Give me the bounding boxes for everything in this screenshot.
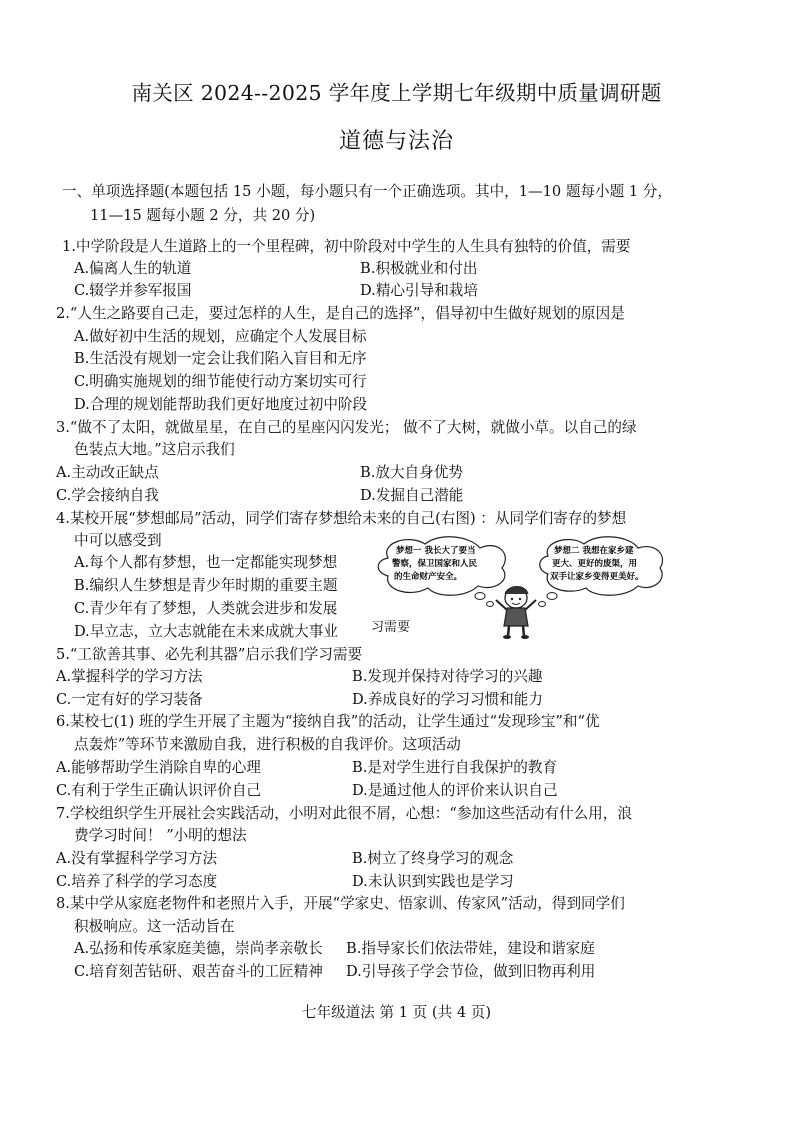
- question-5-stem: 5.“工欲善其事、必先利其器”启示我们学习需要: [56, 646, 363, 663]
- page-footer: 七年级道法 第 1 页 (共 4 页): [301, 1004, 492, 1021]
- question-7-stem: 7.学校组织学生开展社会实践活动，小明对此很不屑，心想：“参加这些活动有什么用，浪: [56, 805, 632, 822]
- bubble2-line2: 更大、更好的废渠，用: [552, 559, 638, 569]
- q2-option-a: A.做好初中生活的规划，应确定个人发展目标: [74, 328, 367, 345]
- q8-option-a: A.弘扬和传承家庭美德，崇尚孝亲敬长: [74, 940, 323, 957]
- question-1-stem: 1.中学阶段是人生道路上的一个里程碑，初中阶段对中学生的人生具有独特的价值，需要: [62, 238, 631, 255]
- q7-option-a: A.没有掌握科学学习方法: [56, 850, 218, 867]
- q8-option-d: D.引导孩子学会节俭，做到旧物再利用: [346, 963, 596, 980]
- q7-option-d: D.未认识到实践也是学习: [352, 873, 514, 890]
- q5-option-a: A.掌握科学的学习方法: [56, 668, 203, 685]
- subject-title: 道德与法治: [338, 129, 454, 154]
- q5-option-c: C.一定有好的学习装备: [56, 691, 203, 708]
- q6-option-a: A.能够帮助学生消除自卑的心理: [56, 759, 261, 776]
- q2-option-c: C.明确实施规划的细节能使行动方案切实可行: [74, 373, 367, 390]
- section-heading: 一、单项选择题(本题包括 15 小题，每小题只有一个正确选项。其中，1—10 题每小题 1 分，: [62, 183, 672, 200]
- q2-option-b: B.生活没有规划一定会让我们陷入盲目和无序: [74, 350, 367, 367]
- q2-option-d: D.合理的规划能帮助我们更好地度过初中阶段: [74, 396, 368, 413]
- exam-title: 南关区 2024--2025 学年度上学期七年级期中质量调研题: [131, 81, 662, 105]
- q7-option-b: B.树立了终身学习的观念: [352, 850, 514, 867]
- dream-post-figure: [370, 536, 670, 640]
- q7-option-c: C.培养了科学的学习态度: [56, 873, 218, 890]
- q3-option-b: B.放大自身优势: [360, 464, 463, 481]
- thought-bubble-right: [539, 537, 663, 607]
- q6-option-d: D.是通过他人的评价来认识自己: [352, 782, 558, 799]
- question-4-stem: 4.某校开展“梦想邮局”活动，同学们寄存梦想给未来的自己(右图) ：从同学们寄存的梦想: [56, 510, 627, 527]
- thought-bubble-left: [378, 537, 505, 607]
- question-3-stem: 3.“做不了太阳，就做星星，在自己的星座闪闪发光； 做不了大树，就做小草。以自己的绿: [56, 419, 637, 436]
- q1-option-b: B.积极就业和付出: [360, 260, 478, 277]
- q5-option-d: D.养成良好的学习习惯和能力: [352, 691, 543, 708]
- q1-option-c: C.辍学并参军报国: [74, 282, 192, 299]
- q4-option-a: A.每个人都有梦想，也一定都能实现梦想: [74, 554, 338, 571]
- bubble2-line3: 双手让家乡变得更美好。: [550, 572, 644, 582]
- question-8-stem: 8.某中学从家庭老物件和老照片入手，开展“学家史、悟家训、传家风”活动，得到同学们: [56, 895, 625, 912]
- cartoon-student-illustration: [496, 587, 536, 640]
- bubble1-line3: 的生命财产安全。: [394, 572, 463, 582]
- q4-option-c: C.青少年有了梦想，人类就会进步和发展: [74, 600, 338, 617]
- bubble2-line1: 梦想二 我想在家乡建: [554, 546, 634, 556]
- q4-option-b: B.编织人生梦想是青少年时期的重要主题: [74, 577, 338, 594]
- q4-option-d: D.早立志，立大志就能在未来成就大事业: [74, 623, 338, 640]
- bubble1-line2: 警察，保卫国家和人民: [392, 559, 478, 569]
- q8-option-b: B.指导家长们依法带娃，建设和谐家庭: [346, 940, 595, 957]
- question-3-stem-cont: 色装点大地。”这启示我们: [74, 441, 235, 458]
- q8-option-c: C.培育刻苦钻研、艰苦奋斗的工匠精神: [74, 963, 323, 980]
- q1-option-d: D.精心引导和栽培: [360, 282, 478, 299]
- q3-option-d: D.发掘自己潜能: [360, 487, 464, 504]
- question-2-stem: 2.“人生之路要自己走，要过怎样的人生，是自己的选择”，倡导初中生做好规划的原因是: [56, 305, 625, 322]
- q1-option-a: A.偏离人生的轨道: [74, 260, 192, 277]
- question-7-stem-cont: 费学习时间！ ”小明的想法: [74, 827, 247, 844]
- q3-option-c: C.学会接纳自我: [56, 487, 159, 504]
- bubble1-line1: 梦想一 我长大了要当: [396, 546, 476, 556]
- q6-option-b: B.是对学生进行自我保护的教育: [352, 759, 558, 776]
- question-6-stem-cont: 点轰炸”等环节来激励自我，进行积极的自我评价。这项活动: [74, 736, 461, 753]
- section-heading-cont: 11—15 题每小题 2 分，共 20 分): [90, 207, 316, 224]
- question-6-stem: 6.某校七(1) 班的学生开展了主题为“接纳自我”的活动，让学生通过“发现珍宝”和“优: [56, 713, 600, 730]
- q3-option-a: A.主动改正缺点: [56, 464, 159, 481]
- overlapping-text-fragment: 习需要: [371, 620, 411, 635]
- q6-option-c: C.有利于学生正确认识评价自己: [56, 782, 262, 799]
- question-8-stem-cont: 积极响应。这一活动旨在: [74, 918, 235, 935]
- q5-option-b: B.发现并保持对待学习的兴趣: [352, 668, 543, 685]
- question-4-stem-cont: 中可以感受到: [74, 532, 162, 549]
